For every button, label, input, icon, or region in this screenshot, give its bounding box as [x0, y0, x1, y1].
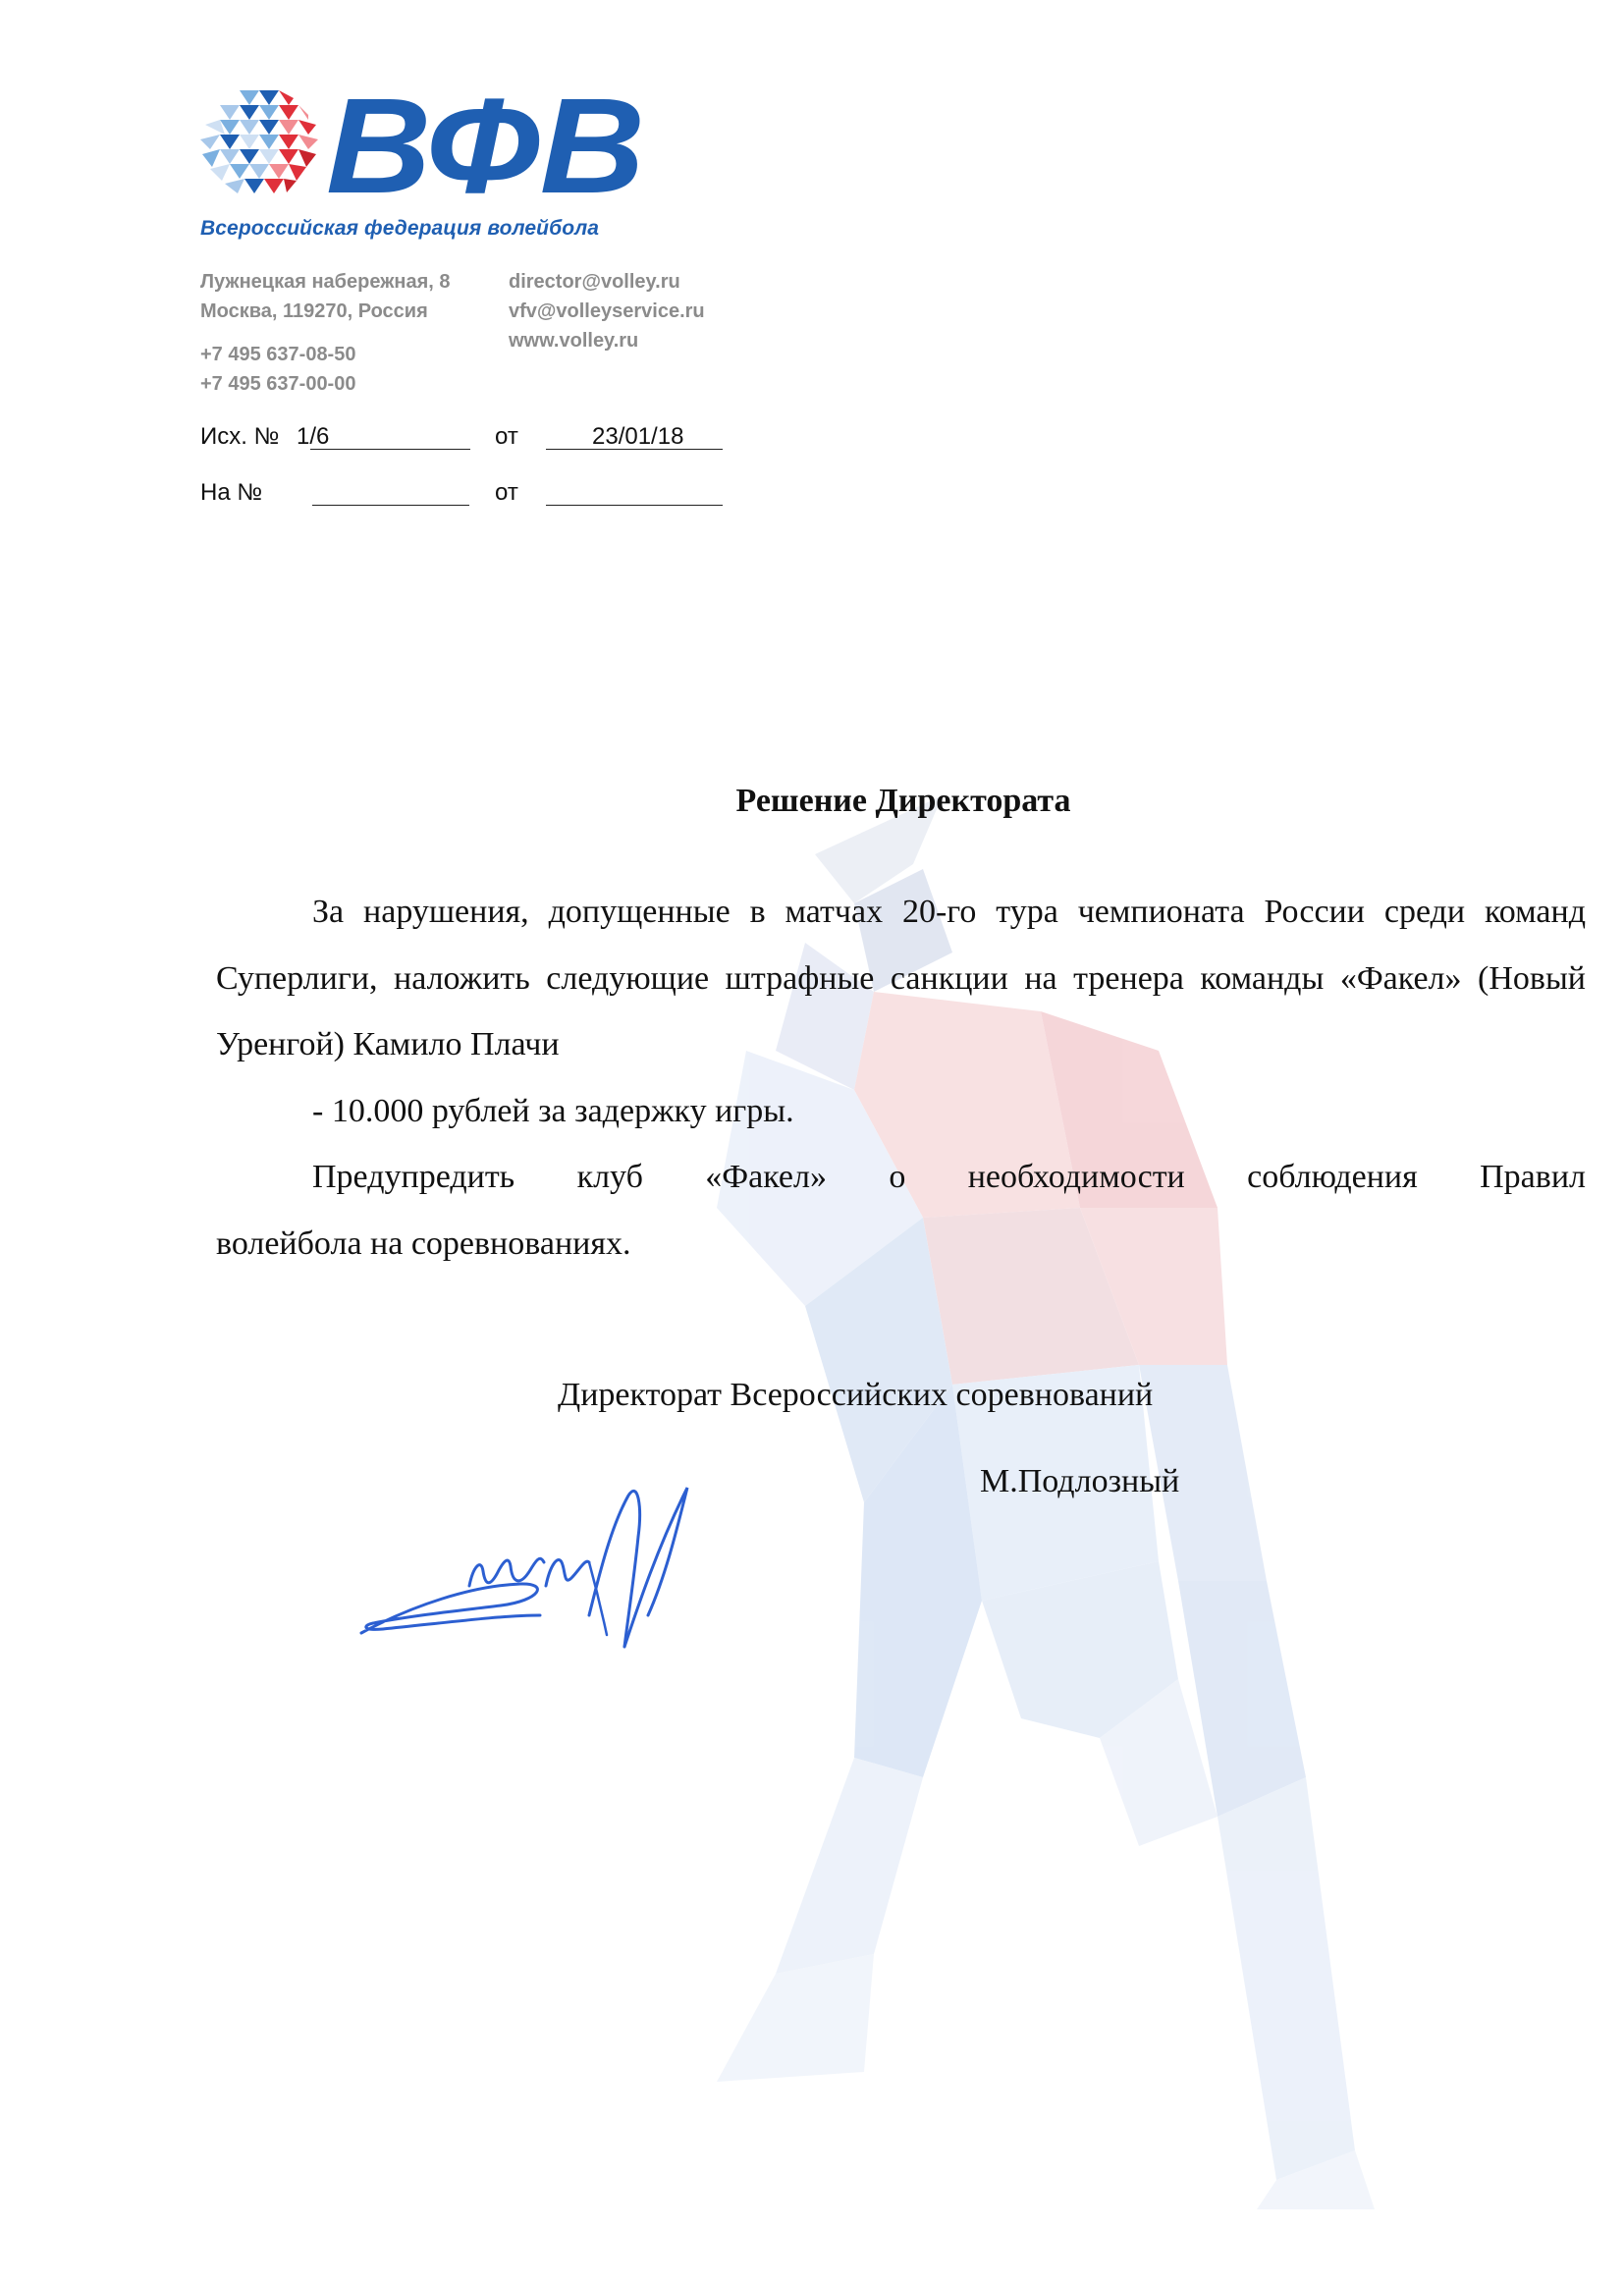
outgoing-date-value: 23/01/18 [592, 423, 684, 450]
signatory-name: М.Подлозный [980, 1463, 1180, 1499]
incoming-date-line [546, 505, 723, 506]
outgoing-number-line [310, 449, 470, 450]
outgoing-number-label: Исх. № [200, 423, 280, 450]
email-link[interactable]: director@volley.ru [509, 271, 680, 293]
signatory-organization: Директорат Всероссийских соревнований [558, 1377, 1154, 1413]
paragraph-warning-line2: волейбола на соревнованиях. [216, 1224, 631, 1262]
address-block [200, 267, 450, 326]
handwritten-signature [353, 1468, 746, 1655]
website-link[interactable]: www.volley.ru [509, 330, 639, 352]
paragraph-fine: - 10.000 рублей за задержку игры. [312, 1092, 794, 1129]
phone-number: +7 495 637-00-00 [200, 373, 356, 395]
phone-block [200, 340, 355, 399]
federation-name: Всероссийская федерация волейбола [200, 217, 600, 240]
incoming-number-line [312, 505, 469, 506]
document-title: Решение Директората [735, 783, 1071, 819]
incoming-date-label: от [495, 479, 518, 506]
address-line: Москва, 119270, Россия [200, 300, 428, 322]
logo-wordmark-text: ВФВ [326, 82, 645, 210]
outgoing-number-value: 1/6 [297, 423, 330, 450]
paragraph-warning-line1: Предупредить клуб «Факел» о необходимости соблюдения Правил [312, 1159, 1586, 1195]
outgoing-date-label: от [495, 423, 518, 450]
paragraph-sanctions: За нарушения, допущенные в матчах 20-го тура чемпионата России среди команд Суперлиги, наложить следующие штрафные санкции на тренера команды «Факел» (Новый Уренгой) Камило Плачи [216, 894, 1586, 1062]
vfv-logo-icon [200, 90, 318, 200]
email-block [509, 267, 705, 355]
outgoing-date-line [546, 449, 723, 450]
vfv-logo-wordmark [326, 82, 650, 210]
address-line: Лужнецкая набережная, 8 [200, 271, 451, 293]
email-link[interactable]: vfv@volleyservice.ru [509, 300, 705, 322]
document-body [216, 879, 1586, 1277]
incoming-number-label: На № [200, 479, 263, 506]
phone-number: +7 495 637-08-50 [200, 344, 356, 365]
